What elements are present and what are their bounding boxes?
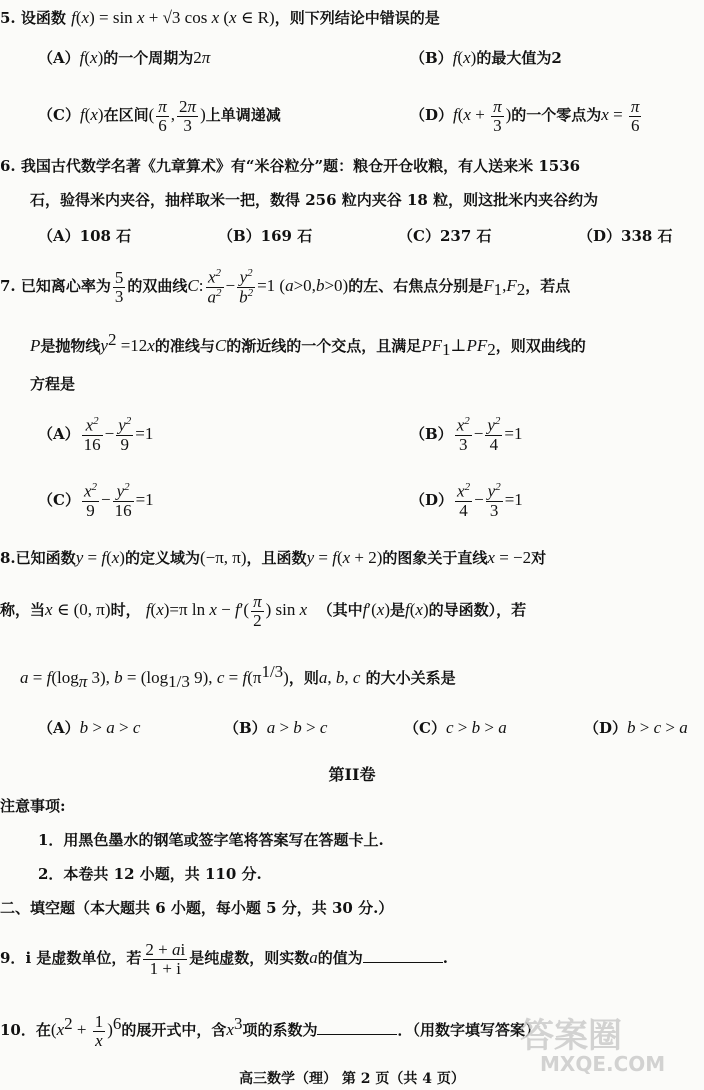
q7-option-a: （A） $\frac{x^2}{16}$ − $\frac{y^2}{9}$ =1: [38, 415, 154, 454]
q6-line2: 石，验得米内夹谷，抽样取米一把，数得 256 粒内夹谷 18 粒，则这批米内夹谷约为: [30, 191, 599, 209]
q8-line2: 称，当x ∈ (0, π)时， f(x)=π ln x − f′( $\frac{\pi}{2}$ ) sin x （其中f′(x)是f(x)的导函数），若: [0, 591, 527, 630]
q7-option-d: （D） $\frac{x^2}{4}$ − $\frac{y^2}{3}$ =1: [410, 481, 523, 520]
watermark-url: MXQE.COM: [540, 1052, 666, 1076]
q7-option-b: （B） $\frac{x^2}{3}$ − $\frac{y^2}{4}$ =1: [410, 415, 523, 454]
q5-option-a: （A）f(x)的一个周期为2π: [38, 48, 211, 67]
q10-answer-blank[interactable]: [317, 1020, 397, 1035]
section-title: 第II卷: [328, 765, 376, 784]
notice-2: 2．本卷共 12 小题，共 110 分.: [38, 865, 262, 883]
q7-line2: P是抛物线$y^2 =12x$的准线与C的渐近线的一个交点，且满足$PF_1\perp PF_2$，则双曲线的: [30, 330, 586, 359]
q7-stem: 7. 已知离心率为 $\frac{5}{3}$ 的双曲线C: $\frac{x^2}{a^2}$ − $\frac{y^2}{b^2}$ =1 (a>0,b>0)的左、右焦点分别是$F_1,F_2$，若点: [0, 267, 571, 307]
page-footer: 高三数学（理） 第 2 页（共 4 页）: [239, 1071, 465, 1087]
q9-answer-blank[interactable]: [363, 948, 443, 963]
q8-option-a: （A）b > a > c: [38, 718, 141, 737]
q6-option-a: （A）108 石: [38, 227, 132, 245]
notice-title: 注意事项:: [0, 797, 66, 815]
q6-option-d: （D）338 石: [578, 227, 673, 245]
q5-option-d: （D）f(x + $\frac{\pi}{3}$ )的一个零点为x = $\frac{\pi}{6}$: [410, 96, 640, 135]
q5-option-b: （B）f(x)的最大值为2: [410, 48, 562, 67]
q5-stem: 5. 设函数 f(x) = sin x + √3 cos x (x ∈ R)，则下列结论中错误的是: [0, 8, 440, 27]
q8-stem: 8.已知函数y = f(x)的定义域为(−π, π)，且函数y = f(x + 2)的图象关于直线x = −2对: [0, 548, 547, 567]
q9-stem: 9．i 是虚数单位，若 $\frac{2 + ai}{1 + i}$ 是纯虚数，则实数a的值为 .: [0, 939, 448, 978]
q8-line3: $a = f(\log_\pi$ 3), $b = (\log_{1/3}$ 9), $c = f(\pi^{1/3})$，则a, b, c 的大小关系是: [20, 662, 456, 691]
q7-line3: 方程是: [30, 375, 76, 393]
q5-option-c: （C）f(x)在区间( $\frac{\pi}{6}$ , $\frac{2\pi}{3}$ )上单调递减: [38, 96, 281, 135]
q6-option-c: （C）237 石: [398, 227, 492, 245]
q8-option-d: （D）b > c > a: [584, 718, 688, 737]
q5-stem-b: ，则下列结论中错误的是: [274, 9, 440, 27]
q8-option-c: （C）c > b > a: [404, 718, 507, 737]
fill-section-title: 二、填空题（本大题共 6 小题，每小题 5 分，共 30 分.）: [0, 899, 394, 917]
q7-option-c: （C） $\frac{x^2}{9}$ − $\frac{y^2}{16}$ =1: [38, 481, 154, 520]
q6-option-b: （B）169 石: [218, 227, 313, 245]
q8-option-b: （B）a > b > c: [224, 718, 328, 737]
watermark-logo: 答案圈: [520, 1016, 622, 1056]
q6-line1: 6. 我国古代数学名著《九章算术》有“米谷粒分”题：粮仓开仓收粮，有人送来米 1536: [0, 157, 581, 175]
q10-stem: 10．在($x^2$ + $\frac{1}{x}$ )$^6$的展开式中，含$x^3$项的系数为 ．（用数字填写答案）: [0, 1011, 540, 1050]
q5-stem-a: 设函数: [20, 9, 66, 27]
notice-1: 1．用黑色墨水的钢笔或签字笔将答案写在答题卡上.: [38, 831, 384, 849]
